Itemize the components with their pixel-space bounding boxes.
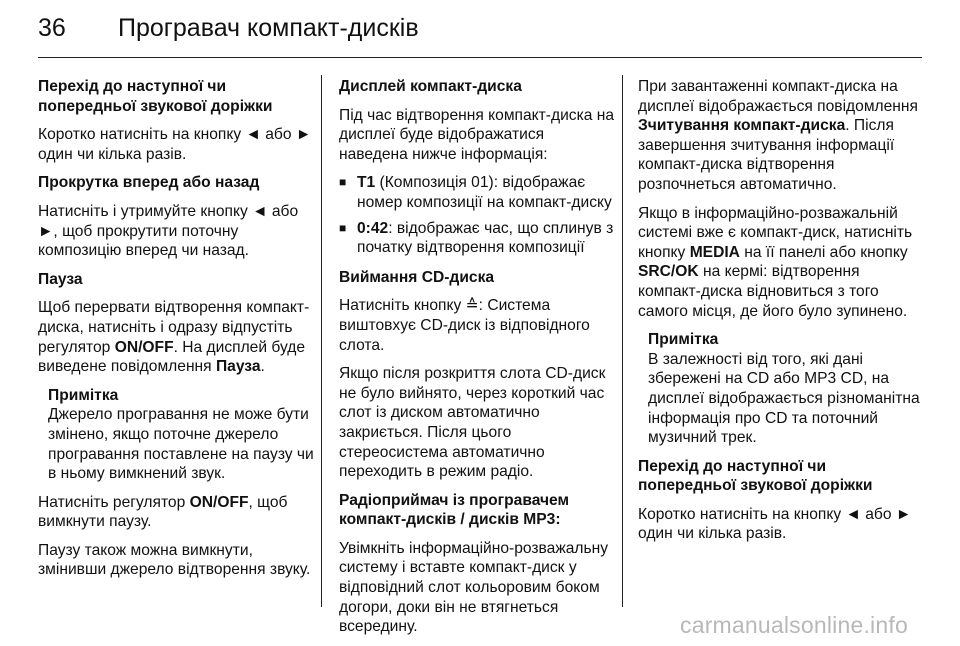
text-unpause: Натисніть регулятор ON/OFF, щоб вимкнути паузу.	[38, 493, 288, 531]
heading-seek: Прокрутка вперед або назад	[38, 174, 260, 192]
heading-eject: Виймання CD-диска	[339, 268, 495, 286]
text-eject: Натисніть кнопку ≙: Система виштовхує CD-диск із відповідного слота.	[339, 297, 590, 354]
pause-label: Пауза	[215, 358, 261, 376]
column-divider-2	[622, 75, 623, 607]
heading-cd-display: Дисплей компакт-диска	[339, 78, 522, 95]
text-resume: Якщо в інформаційно-розважальній системі вже є компакт-диск, натисніть кнопку MEDIA на її панелі або кнопку SRC/OK на кермі: відтворення компакт-диска відновиться з того самого місця, де його було зупинено.	[638, 204, 913, 320]
watermark: carmanualsonline.info	[680, 612, 908, 638]
note-title: Примітка	[48, 386, 119, 404]
text-eject-timeout: Якщо після розкриття слота CD-диск не було вийнято, через короткий час слот із диском автоматично закриється. Після цього стереосистема автоматично переходить в режим радіо.	[339, 365, 606, 481]
text-seek: Натисніть і утримуйте кнопку ◄ або ►, щоб прокрутити поточну композицію вперед чи назад.	[38, 202, 299, 260]
note-text: В залежності від того, які дані збережені на CD або MP3 CD, на дисплеї відображається різноманітна інформація про CD та поточний музичний трек.	[648, 350, 920, 447]
heading-next-prev-track-2: Перехід до наступної чи попередньої звукової доріжки	[638, 457, 873, 495]
note-cd-info	[638, 330, 920, 448]
text-loading: При завантаженні компакт-диска на дисплеї відображається повідомлення Зчитування компакт-диска. Після завершення зчитування інформації компакт-диска відтворення розпочнеться автоматично.	[638, 78, 918, 193]
on-off-label-2: ON/OFF	[189, 493, 249, 511]
text-next-prev-track: Коротко натисніть на кнопку ◄ або ► один чи кілька разів.	[38, 126, 312, 163]
bullet-time: ■ 0:42: відображає час, що сплинув з початку відтворення композиції	[339, 219, 614, 257]
text-pause-source: Паузу також можна вимкнути, змінивши джерело відтворення звуку.	[38, 541, 311, 579]
column-2	[339, 77, 615, 646]
note-text: Джерело програвання не може бути змінено, якщо поточне джерело програвання поставлене на паузу чи в ньому вимкнений звук.	[48, 406, 314, 483]
page-number: 36	[38, 14, 66, 42]
heading-pause: Пауза	[38, 270, 83, 288]
heading-next-prev-track: Перехід до наступної чи попередньої звукової доріжки	[38, 78, 273, 115]
text-radio-mp3: Увімкніть інформаційно-розважальну систему і вставте компакт-диск у відповідний слот кольоровим боком догори, доки він не втягнеться всередину.	[339, 539, 609, 636]
header-rule	[38, 57, 922, 58]
bullet-track: ■ T1 (Композиція 01): відображає номер композиції на компакт-диску	[339, 174, 612, 211]
text-pause: Щоб перервати відтворення компакт-диска, натисніть і одразу відпустіть регулятор ON/OFF. На дисплей буде виведене повідомлення Пауза.	[38, 299, 310, 376]
page-header	[38, 14, 419, 48]
column-3	[638, 77, 920, 553]
bullet-mark: ■	[339, 220, 347, 235]
reading-cd-label: Зчитування компакт-диска	[638, 117, 846, 135]
heading-radio-mp3: Радіоприймач із програвачем компакт-дисків / дисків MP3:	[339, 491, 570, 529]
page-title: Програвач компакт-дисків	[118, 14, 419, 42]
column-1	[38, 77, 314, 589]
column-divider-1	[321, 75, 322, 607]
media-label: MEDIA	[689, 243, 740, 261]
src-ok-label: SRC/OK	[638, 263, 699, 281]
bullet-mark: ■	[339, 175, 347, 190]
note-title: Примітка	[648, 331, 719, 349]
on-off-label: ON/OFF	[114, 338, 174, 356]
text-next-prev-track-2: Коротко натисніть на кнопку ◄ або ► один чи кілька разів.	[638, 505, 912, 543]
note-pause	[38, 386, 314, 484]
text-cd-display: Під час відтворення компакт-диска на дисплеї буде відображатися наведена нижче інформація:	[339, 106, 615, 163]
